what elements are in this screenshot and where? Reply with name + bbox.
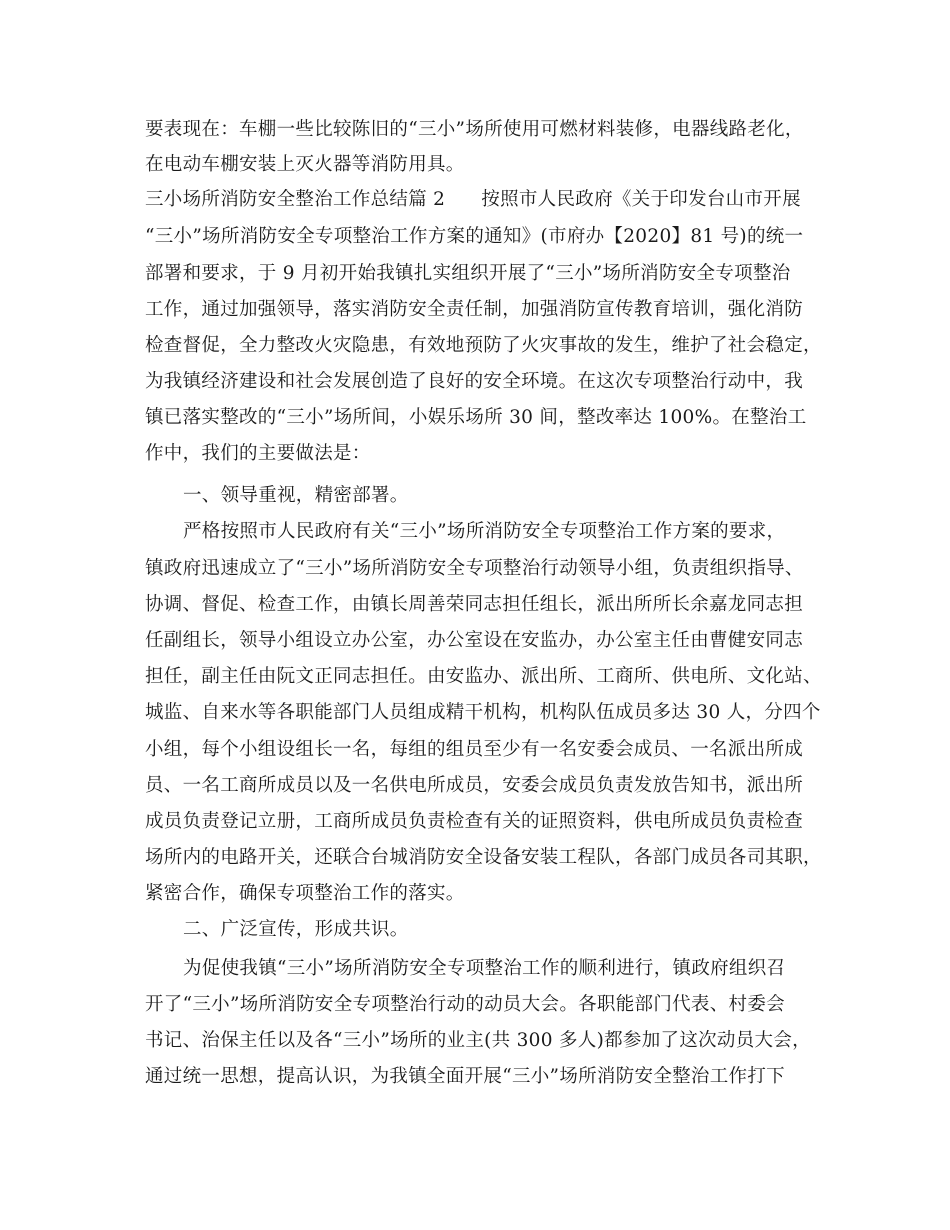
text-line-19: 员、一名工商所成员以及一名供电所成员，安委会成员负责发放告知书，派出所: [145, 775, 804, 796]
text-line-8: 为我镇经济建设和社会发展创造了良好的安全环境。在这次专项整治行动中，我: [145, 371, 804, 392]
text-line-1: 要表现在：车棚一些比较陈旧的“三小”场所使用可燃材料装修，电器线路老化，: [145, 119, 804, 140]
text-line-22: 紧密合作，确保专项整治工作的落实。: [145, 883, 465, 904]
heading-two: 二、广泛宣传，形成共识。: [183, 919, 409, 940]
text-line-7: 检查督促，全力整改火灾隐患，有效地预防了火灾事故的发生，维护了社会稳定，: [145, 335, 822, 356]
section-first-sentence: 按照市人民政府《关于印发台山市开展: [481, 189, 801, 210]
text-line-14: 协调、督促、检查工作，由镇长周善荣同志担任组长，派出所所长余嘉龙同志担: [145, 594, 804, 615]
text-line-18: 小组，每个小组设组长一名，每组的组员至少有一名安委会成员、一名派出所成: [145, 739, 804, 760]
text-line-20: 成员负责登记立册，工商所成员负责检查有关的证照资料，供电所成员负责检查: [145, 811, 804, 832]
text-line-24: 为促使我镇“三小”场所消防安全专项整治工作的顺利进行，镇政府组织召: [183, 958, 786, 979]
text-line-16: 担任，副主任由阮文正同志担任。由安监办、派出所、工商所、供电所、文化站、: [145, 666, 822, 687]
heading-one: 一、领导重视，精密部署。: [183, 485, 409, 506]
text-line-10: 作中，我们的主要做法是：: [145, 443, 371, 464]
text-line-6: 工作，通过加强领导，落实消防安全责任制，加强消防宣传教育培训，强化消防: [145, 299, 804, 320]
text-line-15: 任副组长，领导小组设立办公室，办公室设在安监办，办公室主任由曹健安同志: [145, 630, 804, 651]
text-line-27: 通过统一思想，提高认识，为我镇全面开展“三小”场所消防安全整治工作打下: [145, 1066, 785, 1087]
text-line-5: 部署和要求，于 9 月初开始我镇扎实组织开展了“三小”场所消防安全专项整治: [145, 263, 791, 284]
text-line-17: 城监、自来水等各职能部门人员组成精干机构，机构队伍成员多达 30 人，分四个: [145, 702, 821, 723]
text-line-12: 严格按照市人民政府有关“三小”场所消防安全专项整治工作方案的要求，: [183, 521, 786, 542]
text-line-25: 开了“三小”场所消防安全专项整治行动的动员大会。各职能部门代表、村委会: [145, 994, 785, 1015]
text-line-26: 书记、治保主任以及各“三小”场所的业主(共 300 多人)都参加了这次动员大会，: [145, 1030, 811, 1051]
section-title: 三小场所消防安全整治工作总结篇 2: [145, 189, 446, 210]
text-line-13: 镇政府迅速成立了“三小”场所消防安全专项整治行动领导小组，负责组织指导、: [145, 558, 804, 579]
text-line-21: 场所内的电路开关，还联合台城消防安全设备安装工程队，各部门成员各司其职，: [145, 847, 822, 868]
text-line-4: “三小”场所消防安全专项整治工作方案的通知》(市府办【2020】81 号)的统一: [145, 226, 804, 247]
text-line-9: 镇已落实整改的“三小”场所间，小娱乐场所 30 间，整改率达 100%。在整治工: [145, 407, 807, 428]
text-line-2: 在电动车棚安装上灭火器等消防用具。: [145, 154, 465, 175]
section-heading-line: [145, 188, 801, 212]
